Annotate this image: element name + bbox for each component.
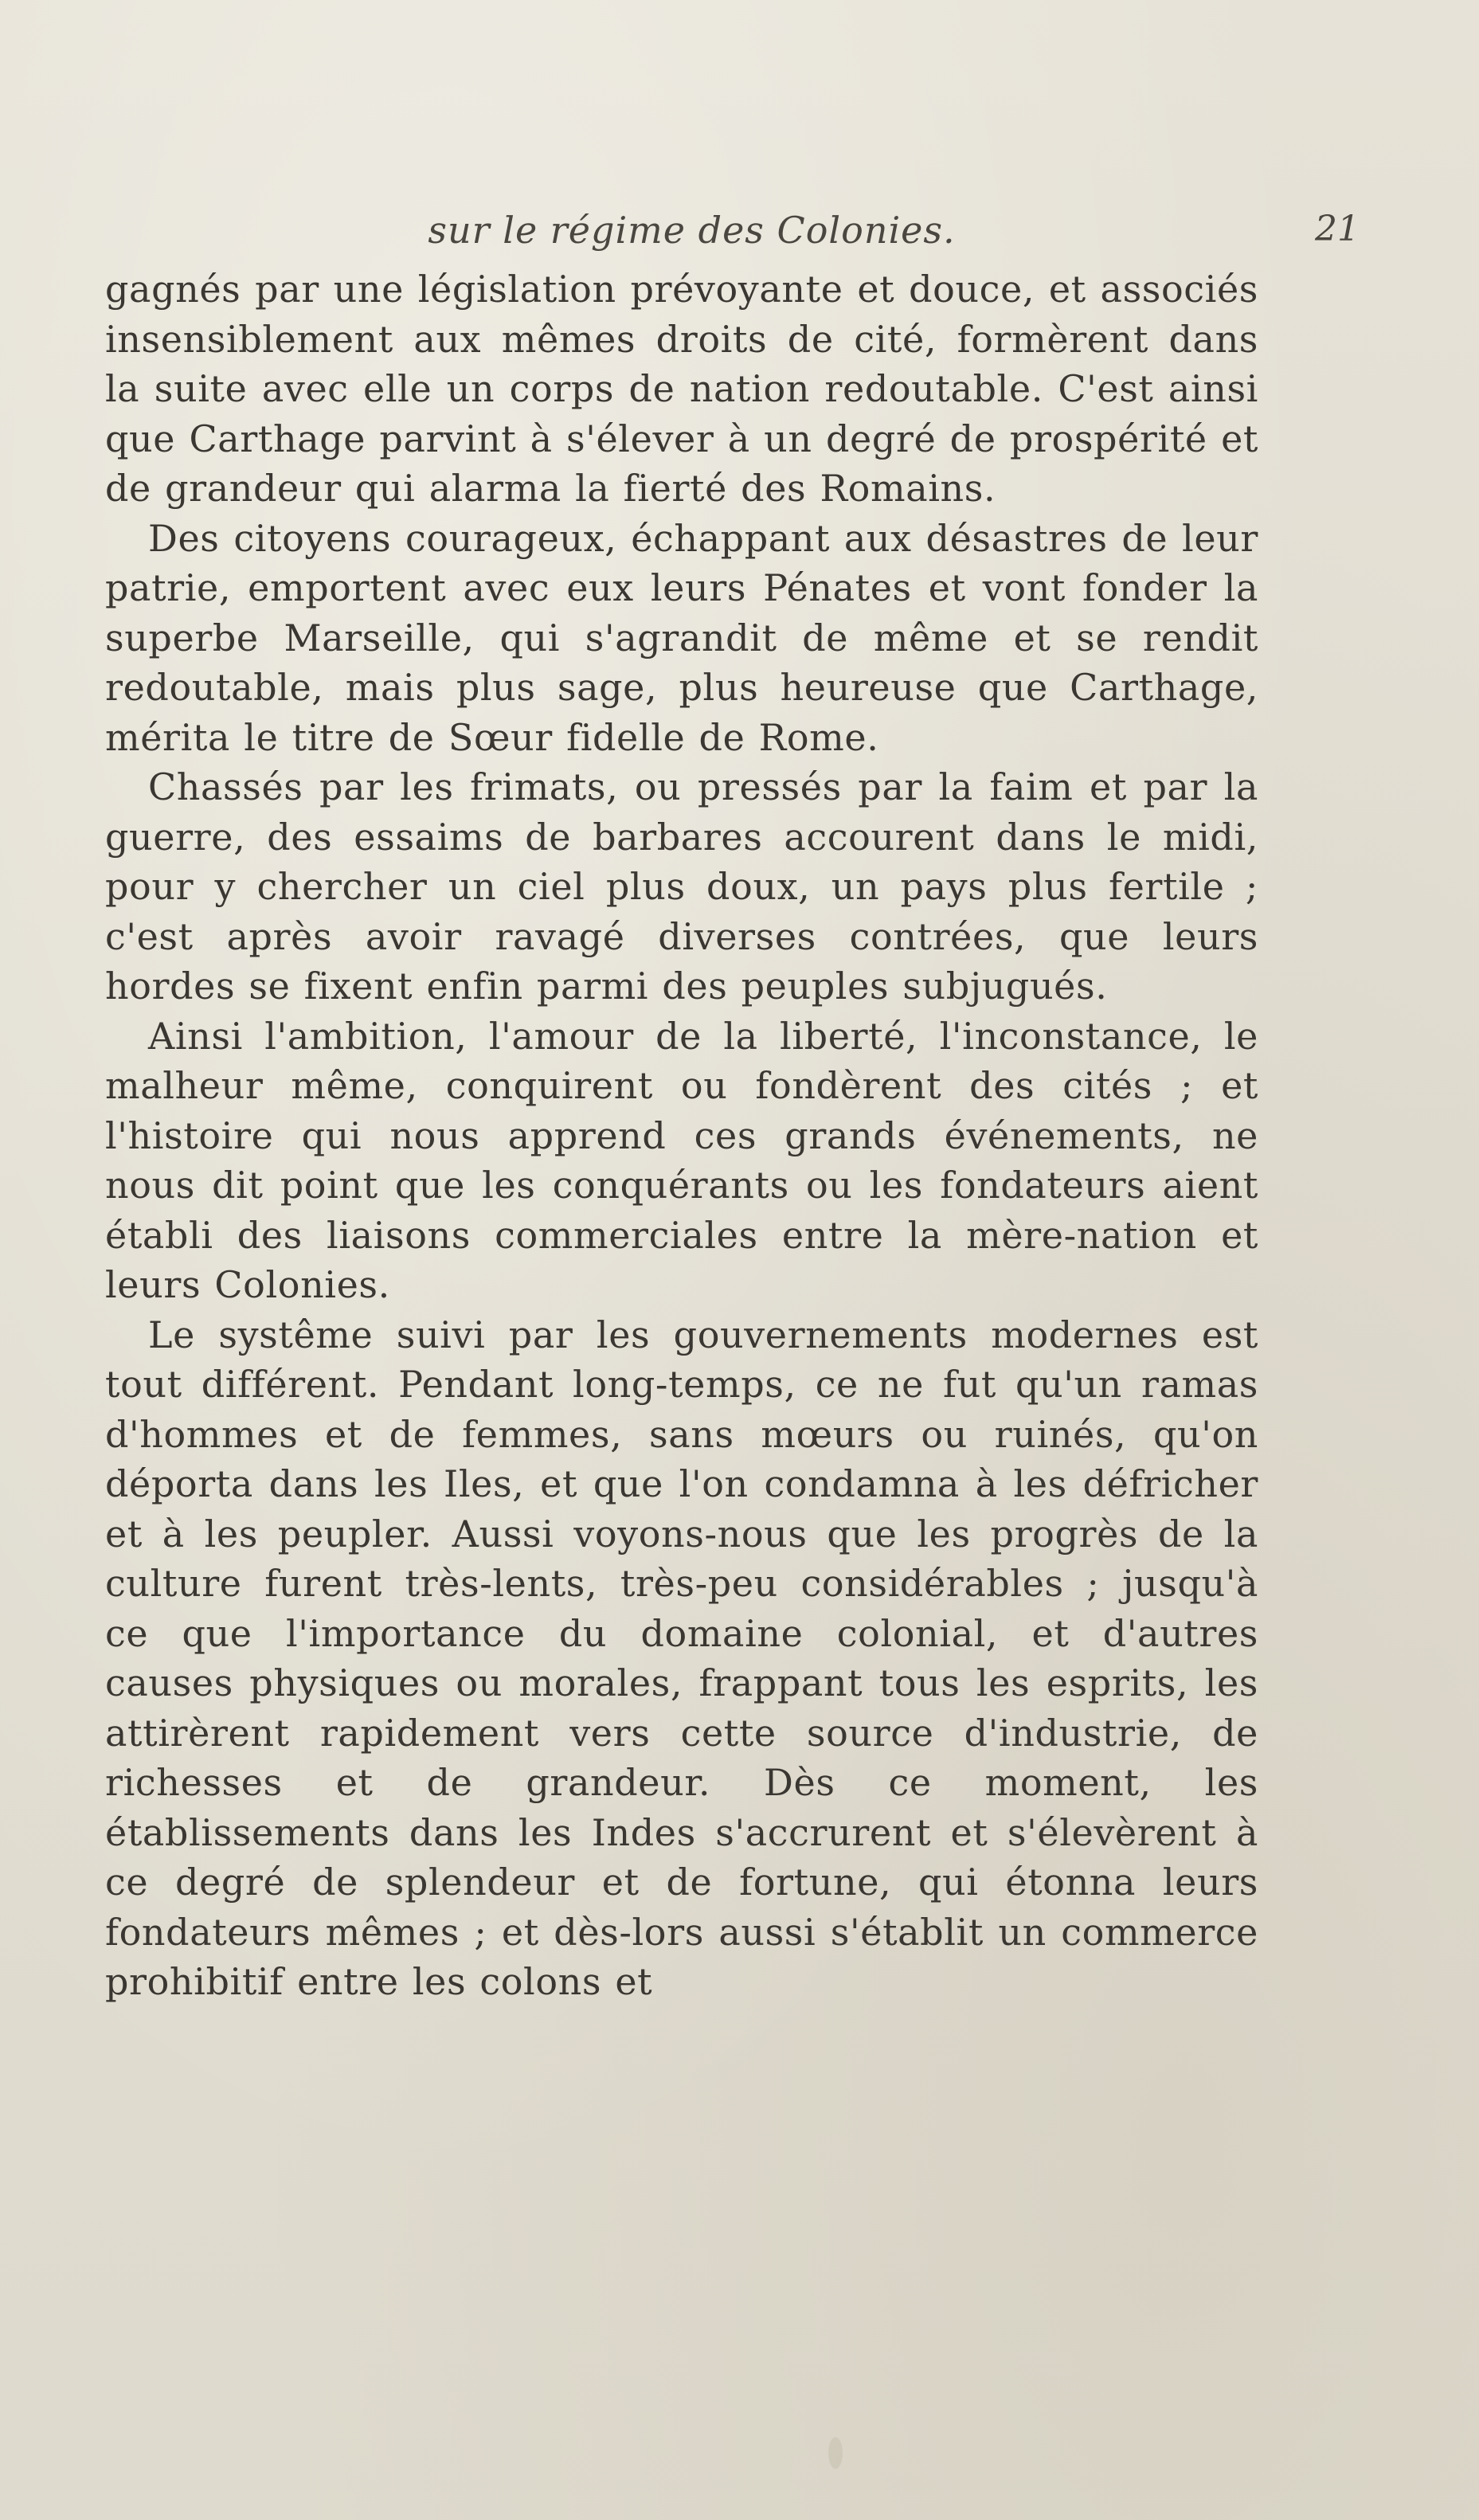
paragraph: Chassés par les frimats, ou pressés par la faim et par la guerre, des essaims de barbares accourent dans le midi, pour y chercher un ciel plus doux, un pays plus fertile ; c'est après avoir ravagé diverses contrées, que leurs hordes se fixent enfin parmi des peuples subjugués. [105, 765, 1258, 1008]
paragraph: Des citoyens courageux, échappant aux désastres de leur patrie, emportent avec eux leurs Pénates et vont fonder la superbe Marseille, qui s'agrandit de même et se rendit redoutable, mais plus sage, plus heureuse que Carthage, mérita le titre de Sœur fidelle de Rome. [105, 516, 1258, 759]
paragraph: Le systême suivi par les gouvernements modernes est tout différent. Pendant long-temps, ce ne fut qu'un ramas d'hommes et de femmes, sans mœurs ou ruinés, qu'on déporta dans les Iles, et que l'on condamna à les défricher et à les peupler. Aussi voyons-nous que les progrès de la culture furent très-lents, très-peu considérables ; jusqu'à ce que l'importance du domaine colonial, et d'autres causes physiques ou morales, frappant tous les esprits, les attirèrent rapidement vers cette source d'industrie, de richesses et de grandeur. Dès ce moment, les établissements dans les Indes s'accrurent et s'élevèrent à ce degré de splendeur et de fortune, qui étonna leurs fondateurs mêmes ; et dès-lors aussi s'établit un commerce prohibitif entre les colons et [105, 1313, 1258, 2003]
running-head [121, 209, 1360, 256]
running-title: sur le régime des Colonies. [428, 209, 956, 252]
paragraph: gagnés par une législation prévoyante et douce, et associés insensiblement aux mêmes droits de cité, formèrent dans la suite avec elle un corps de nation redoutable. C'est ainsi que Carthage parvint à s'élever à un degré de prospérité et de grandeur qui alarma la fierté des Romains. [105, 268, 1258, 510]
body-text [105, 264, 1258, 2007]
page-number: 21 [1315, 209, 1360, 249]
paragraph: Ainsi l'ambition, l'amour de la liberté, l'inconstance, le malheur même, conquirent ou fondèrent des cités ; et l'histoire qui nous apprend ces grands événements, ne nous dit point que les conquérants ou les fondateurs aient établi des liaisons commerciales entre la mère-nation et leurs Colonies. [105, 1014, 1258, 1306]
paper-stain [828, 2437, 843, 2469]
